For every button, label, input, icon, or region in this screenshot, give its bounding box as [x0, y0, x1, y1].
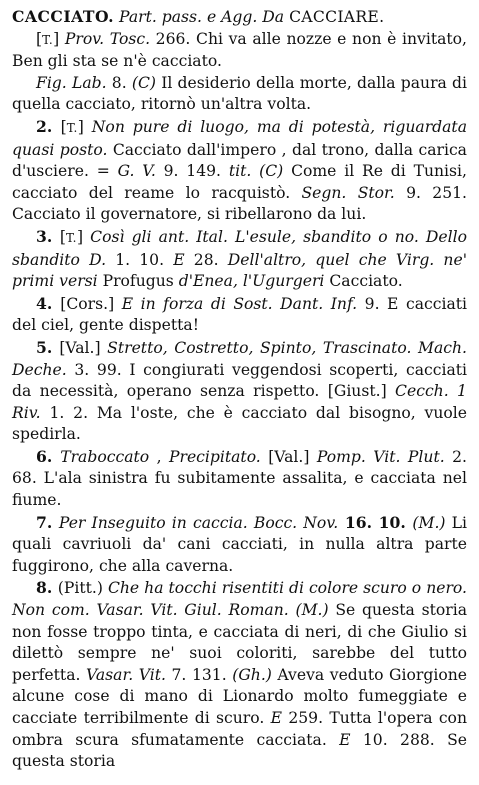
body-text: 1. 2. Ma l'oste, che è cacciato dal bisogno, vuole spedirla. — [12, 403, 467, 444]
citation-text: Fig. Lab. — [36, 73, 107, 92]
body-text: ] — [53, 29, 65, 48]
sense-number: 8. — [36, 578, 58, 598]
citation-text: Stretto, Costretto, Spinto, Trascinato. Mach. Deche. — [12, 338, 468, 379]
sense-number: 2. — [36, 116, 61, 136]
body-text: Il desiderio della morte, dalla paura di quella cacciato, ritornò un'altra volta. — [12, 73, 468, 114]
body-text: Cacciato dall'impero , dal trono, dalla carica d'usciere. = — [12, 140, 467, 181]
body-text: 9. E cacciati del ciel, gente dispetta! — [12, 294, 467, 335]
sense-6 — [12, 446, 467, 512]
entry-head — [12, 6, 467, 29]
body-text: T. — [66, 120, 78, 135]
citation-text: Pomp. Vit. Plut. — [316, 447, 445, 466]
citation-text: G. V. — [117, 162, 156, 181]
body-text: 9. 149. — [155, 162, 229, 181]
body-text: [Val.] — [260, 447, 317, 466]
sense-number: 7. — [36, 512, 59, 532]
sense-7 — [12, 512, 467, 578]
body-text: , — [149, 447, 169, 466]
body-text: T. — [65, 230, 77, 245]
body-text: (Pitt.) — [57, 579, 108, 598]
citation-text: E — [339, 730, 351, 749]
citation-text: Cecch. 1 Riv. — [12, 382, 467, 422]
citation-text: Traboccato — [60, 447, 150, 466]
body-text: 28. — [184, 250, 228, 269]
body-text: 7. 131. — [165, 665, 233, 684]
head-pos: Part. pass. e Agg. Da — [119, 8, 285, 26]
sense-fig — [12, 73, 467, 116]
body-text: ] — [77, 117, 92, 136]
sense-3 — [12, 226, 467, 293]
citation-text: Precipitato. — [169, 447, 261, 466]
citation-text: (M.) — [295, 601, 329, 620]
sense-proverb — [12, 29, 467, 73]
body-text: 259. Tutta l'opera con ombra scura sfumatamente cacciata. — [12, 709, 467, 749]
body-text: 1. 10. — [106, 250, 174, 269]
body-text: [ — [60, 117, 67, 136]
body-text: 8. — [106, 73, 132, 92]
citation-text: (C) — [131, 73, 156, 92]
body-text: 2. 68. L'ala sinistra fu subitamente assalita, e cacciata nel fiume. — [12, 447, 468, 510]
sense-number: 4. — [36, 293, 61, 313]
body-text: [Val.] — [59, 338, 108, 357]
citation-text: E in forza di Sost. Dant. Inf. — [121, 294, 358, 313]
body-text: 3. 99. I congiurati veggendosi scoperti, cacciati da necessità, operano senza rispetto. [Giust.] — [12, 360, 467, 401]
sense-8 — [12, 577, 467, 772]
body-text: T. — [42, 32, 54, 47]
body-text: Aveva veduto Giorgione alcune cose di mano di Lionardo molto fumeggiate e cacciate terribilmente di scuro. — [12, 665, 467, 727]
sense-number: 3. — [36, 226, 60, 246]
citation-text: Segn. Stor. — [301, 183, 395, 202]
citation-text: (Gh.) — [232, 665, 272, 684]
sense-5 — [12, 337, 467, 446]
body-text: 10. 288. Se questa storia — [12, 730, 467, 771]
sense-number: 5. — [36, 337, 60, 357]
body-text: [ — [59, 227, 66, 246]
body-text: Cacciato. — [324, 272, 403, 291]
body-text: 9. 251. Cacciato il governatore, si ribellarono da lui. — [12, 183, 468, 224]
body-text: Se questa storia non fosse troppo tinta, e cacciata di neri, di che Giulio si dilettò sempre ne' suoi coloriti, sarebbe del tutto perfetta. — [12, 601, 467, 684]
citation-text: (M.) — [412, 513, 446, 532]
sense-number: 6. — [36, 446, 61, 466]
citation-text: Non pure di luogo, ma di potestà, riguardata quasi posto. — [12, 117, 467, 159]
citation-text: tit. — [228, 162, 252, 181]
citation-text: Prov. Tosc. — [64, 29, 151, 48]
citation-text: Per Inseguito in caccia. Bocc. Nov. — [58, 513, 339, 532]
sense-2 — [12, 116, 467, 226]
body-text: ] — [77, 227, 91, 246]
citation-text: Che ha tocchi risentiti di colore scuro o nero. Non com. Vasar. Vit. Giul. Roman. — [12, 579, 468, 620]
sense-number: 16. 10. — [338, 512, 413, 532]
citation-text: (C) — [259, 162, 284, 181]
body-text: Profugus — [97, 272, 179, 291]
head-ref: CACCIARE. — [289, 8, 385, 26]
sense-4 — [12, 293, 467, 337]
body-text — [251, 162, 259, 180]
body-text: [ — [36, 29, 43, 48]
citation-text: Così gli ant. Ital. L'esule, sbandito o no. Dello sbandito D. — [12, 227, 467, 269]
body-text: 266. Chi va alle nozze e non è invitato, Ben gli sta se n'è cacciato. — [12, 29, 467, 71]
body-text: Li quali cavriuoli da' cani cacciati, in nulla altra parte fuggirono, che alla caverna. — [12, 513, 467, 575]
citation-text: d'Enea, l'Ugurgeri — [178, 272, 325, 291]
body-text: Come il Re di Tunisi, cacciato del reame lo racquistò. — [12, 162, 467, 202]
headword: CACCIATO. — [12, 7, 115, 26]
body-text: [Cors.] — [60, 294, 122, 313]
citation-text: E — [173, 250, 185, 269]
citation-text: Vasar. Vit. — [86, 665, 166, 684]
citation-text: Dell'altro, quel che Virg. ne' primi versi — [12, 250, 467, 291]
citation-text: E — [270, 709, 283, 727]
